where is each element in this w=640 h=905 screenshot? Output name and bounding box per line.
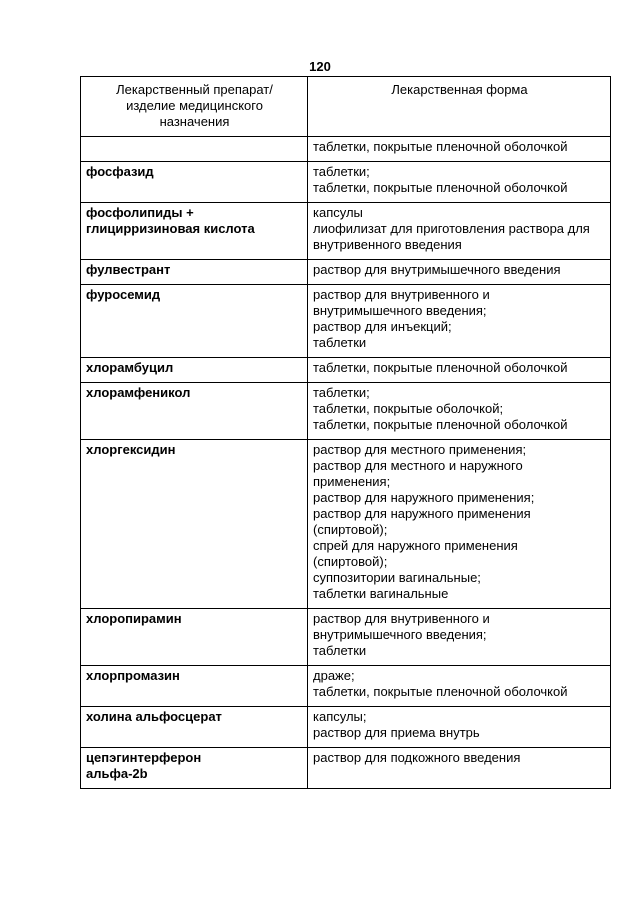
drug-name-cell xyxy=(81,137,308,162)
dosage-form-line: раствор для наружного применения; xyxy=(313,490,535,505)
dosage-form-line: таблетки, покрытые оболочкой; xyxy=(313,401,504,416)
dosage-form-line: таблетки; xyxy=(313,164,370,179)
dosage-form-line: раствор для внутримышечного введения xyxy=(313,262,561,277)
drug-name-line: хлоропирамин xyxy=(86,611,182,626)
drug-name-line xyxy=(86,139,303,155)
drug-name-cell xyxy=(81,609,308,666)
dosage-form-line: внутривенного введения xyxy=(313,237,462,252)
drug-name-cell xyxy=(81,285,308,358)
dosage-form-line: таблетки xyxy=(313,643,367,658)
dosage-form-line: внутримышечного введения; xyxy=(313,303,487,318)
dosage-form-line: таблетки, покрытые пленочной оболочкой xyxy=(313,417,568,432)
dosage-form-cell xyxy=(308,666,611,707)
header-drug xyxy=(81,77,308,137)
dosage-form-line: (спиртовой); xyxy=(313,554,388,569)
dosage-form-line: спрей для наружного применения xyxy=(313,538,518,553)
dosage-form-line: таблетки, покрытые пленочной оболочкой xyxy=(313,684,568,699)
header-line: Лекарственный препарат/ xyxy=(116,82,273,97)
header-form xyxy=(308,77,611,137)
table-row xyxy=(81,137,611,162)
dosage-form-cell xyxy=(308,260,611,285)
dosage-form-line: раствор для местного применения; xyxy=(313,442,527,457)
drug-name-line: хлорпромазин xyxy=(86,668,180,683)
drug-name-cell xyxy=(81,162,308,203)
dosage-form-line: раствор для внутривенного и xyxy=(313,287,490,302)
dosage-form-cell xyxy=(308,358,611,383)
header-line: изделие медицинского xyxy=(126,98,263,113)
table-body xyxy=(81,137,611,789)
dosage-form-cell xyxy=(308,707,611,748)
table-row xyxy=(81,666,611,707)
dosage-form-line: раствор для инъекций; xyxy=(313,319,452,334)
drug-name-line: глицирризиновая кислота xyxy=(86,221,255,236)
drug-table xyxy=(80,76,611,789)
drug-name-cell xyxy=(81,383,308,440)
dosage-form-cell xyxy=(308,137,611,162)
drug-name-line: цепэгинтерферон xyxy=(86,750,202,765)
table-row xyxy=(81,162,611,203)
dosage-form-cell xyxy=(308,285,611,358)
dosage-form-line: суппозитории вагинальные; xyxy=(313,570,481,585)
dosage-form-cell xyxy=(308,162,611,203)
dosage-form-line: таблетки, покрытые пленочной оболочкой xyxy=(313,360,568,375)
table-row xyxy=(81,358,611,383)
table-row xyxy=(81,707,611,748)
dosage-form-line: таблетки вагинальные xyxy=(313,586,449,601)
drug-name-line: хлорамбуцил xyxy=(86,360,174,375)
drug-name-line: фуросемид xyxy=(86,287,161,302)
drug-name-cell xyxy=(81,748,308,789)
drug-name-cell xyxy=(81,203,308,260)
table-row xyxy=(81,260,611,285)
drug-name-line: фосфазид xyxy=(86,164,154,179)
drug-name-cell xyxy=(81,707,308,748)
dosage-form-line: капсулы; xyxy=(313,709,367,724)
dosage-form-line: (спиртовой); xyxy=(313,522,388,537)
page-number: 120 xyxy=(309,59,331,74)
dosage-form-cell xyxy=(308,440,611,609)
header-line: Лекарственная форма xyxy=(391,82,528,97)
drug-name-line: хлоргексидин xyxy=(86,442,176,457)
drug-name-cell xyxy=(81,440,308,609)
dosage-form-line: раствор для подкожного введения xyxy=(313,750,521,765)
dosage-form-line: раствор для внутривенного и xyxy=(313,611,490,626)
drug-name-line: альфа-2b xyxy=(86,766,148,781)
dosage-form-line: таблетки; xyxy=(313,385,370,400)
dosage-form-cell xyxy=(308,609,611,666)
dosage-form-line: драже; xyxy=(313,668,355,683)
drug-name-line: фосфолипиды + xyxy=(86,205,194,220)
dosage-form-cell xyxy=(308,383,611,440)
dosage-form-cell xyxy=(308,748,611,789)
table-row xyxy=(81,383,611,440)
dosage-form-line: лиофилизат для приготовления раствора для xyxy=(313,221,590,236)
dosage-form-line: таблетки xyxy=(313,335,367,350)
table-row xyxy=(81,748,611,789)
dosage-form-cell xyxy=(308,203,611,260)
dosage-form-line: внутримышечного введения; xyxy=(313,627,487,642)
dosage-form-line: капсулы xyxy=(313,205,363,220)
drug-name-cell xyxy=(81,358,308,383)
dosage-form-line: таблетки, покрытые пленочной оболочкой xyxy=(313,180,568,195)
dosage-form-line: раствор для местного и наружного xyxy=(313,458,523,473)
drug-name-cell xyxy=(81,260,308,285)
drug-name-line: фулвестрант xyxy=(86,262,171,277)
table-row xyxy=(81,609,611,666)
table-row xyxy=(81,440,611,609)
drug-name-line: хлорамфеникол xyxy=(86,385,191,400)
table-row xyxy=(81,285,611,358)
dosage-form-line: таблетки, покрытые пленочной оболочкой xyxy=(313,139,568,154)
drug-name-line: холина альфосцерат xyxy=(86,709,222,724)
table-row xyxy=(81,203,611,260)
dosage-form-line: раствор для приема внутрь xyxy=(313,725,480,740)
dosage-form-line: применения; xyxy=(313,474,391,489)
table-header-row xyxy=(81,77,611,137)
dosage-form-line: раствор для наружного применения xyxy=(313,506,531,521)
drug-name-cell xyxy=(81,666,308,707)
header-line: назначения xyxy=(159,114,230,129)
